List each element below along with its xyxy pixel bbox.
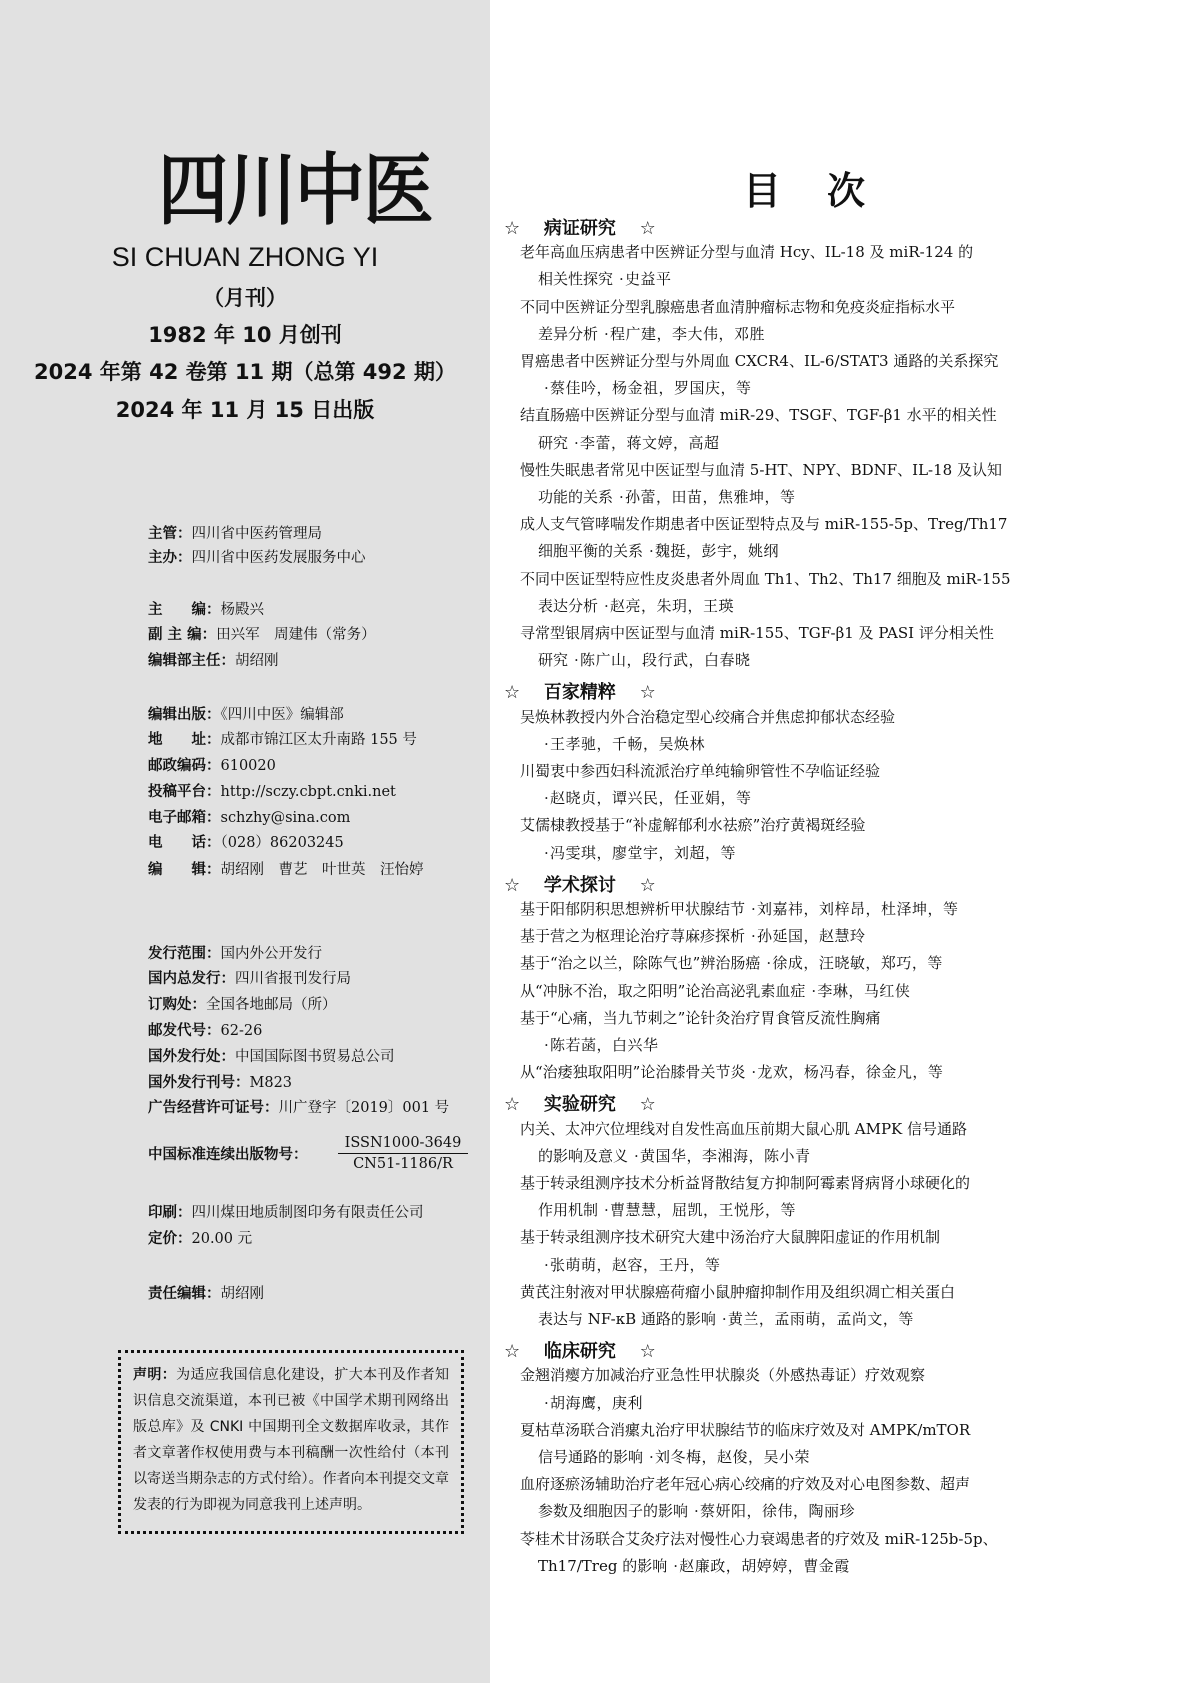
leader-dots [643, 1444, 655, 1470]
masthead-key: 电 话： [148, 835, 221, 851]
article-title: Th17/Treg 的影响 [538, 1556, 668, 1575]
leader-dots [538, 1390, 550, 1416]
article-authors: 陈广山，段行武，白春晓 [580, 651, 751, 670]
masthead-value: 国内外公开发行 [220, 946, 322, 962]
masthead-value: 四川省中医药管理局 [191, 526, 322, 542]
article-authors: 史益平 [625, 270, 672, 289]
issn-label: 中国标准连续出版物号： [148, 1147, 308, 1163]
star-icon: ☆ [633, 1094, 656, 1116]
leader-dots [805, 978, 817, 1004]
masthead-key: 邮发代号： [148, 1023, 221, 1039]
masthead-row [148, 625, 376, 645]
notice-text: 为适应我国信息化建设，扩大本刊及作者知识信息交流渠道，本刊已被《中国学术期刊网络出版总库》及 CNKI 中国期刊全文数据库收录，其作者文章著作权使用费与本刊稿酬一次性给付（本刊以寄送当期杂志的方式付给）。作者向本刊提交文章发表的行为即视为同意我刊上述声明。 [133, 1367, 450, 1513]
article-authors: 胡海鹰，庚利 [550, 1393, 644, 1412]
leader-dots [538, 1252, 550, 1278]
masthead-row [148, 1047, 395, 1067]
journal-volume: 2024 年第 42 卷第 11 期（总第 492 期） [34, 360, 456, 384]
article-title: 研究 [538, 651, 569, 670]
masthead-value: 全国各地邮局（所） [206, 997, 337, 1013]
masthead-value: 胡绍刚 曹艺 叶世英 汪怡婷 [220, 862, 424, 878]
article-authors: 刘嘉祎，刘梓昂，杜泽坤，等 [757, 900, 959, 918]
leader-dots [667, 1553, 679, 1579]
masthead-value: 川广登字〔2019〕001 号 [278, 1100, 450, 1116]
toc-section-heading [504, 1090, 656, 1116]
masthead-row [148, 1073, 292, 1093]
article-title: 吴焕林教授内外合治稳定型心绞痛合并焦虑抑郁状态经验 [520, 707, 896, 726]
masthead-row [148, 944, 322, 964]
masthead-row [148, 1098, 449, 1118]
article-authors: 蔡妍阳，徐伟，陶丽珍 [700, 1502, 856, 1521]
star-icon: ☆ [504, 218, 526, 239]
journal-founded: 1982 年 10 月创刊 [148, 323, 342, 347]
toc-section-heading [504, 1337, 656, 1363]
cn-number: CN51-1186/R [353, 1156, 453, 1172]
article-title: 相关性探究 [538, 270, 614, 289]
masthead-key: 主办： [148, 550, 192, 566]
article-title: 成人支气管哮喘发作期患者中医证型特点及与 miR-155-5p、Treg/Th17 [520, 515, 1008, 534]
article-title: 苓桂术甘汤联合艾灸疗法对慢性心力衰竭患者的疗效及 miR-125b-5p、 [520, 1529, 998, 1548]
article-authors: 黄国华，李湘海，陈小青 [640, 1146, 811, 1165]
masthead-row [148, 833, 344, 853]
leader-dots [760, 950, 772, 976]
star-icon: ☆ [504, 682, 526, 704]
article-authors: 赵晓贞，谭兴民，任亚娟，等 [550, 789, 752, 808]
article-authors: 冯雯琪，廖堂宇，刘超，等 [550, 843, 737, 862]
leader-dots [538, 375, 550, 401]
article-authors: 李琳，马红侠 [817, 981, 911, 1000]
article-authors: 张萌萌，赵容，王丹，等 [550, 1255, 721, 1274]
leader-dots [613, 484, 625, 510]
masthead-row [148, 705, 344, 725]
article-title: 基于转录组测序技术研究大建中汤治疗大鼠脾阳虚证的作用机制 [520, 1228, 941, 1247]
masthead-key: 编辑部主任： [148, 653, 235, 669]
journal-pinyin: SI CHUAN ZHONG YI [111, 242, 379, 272]
section-name: 百家精粹 [525, 682, 634, 704]
article-authors: 李蕾，蒋文婷，高超 [580, 433, 720, 452]
masthead-key: 电子邮箱： [148, 810, 221, 826]
article-title: 内关、太冲穴位埋线对自发性高血压前期大鼠心肌 AMPK 信号通路 [520, 1119, 968, 1138]
leader-dots [598, 321, 610, 347]
article-title: 艾儒棣教授基于“补虚解郁利水祛瘀”治疗黄褐斑经验 [520, 816, 866, 835]
article-title: 血府逐瘀汤辅助治疗老年冠心病心绞痛的疗效及对心电图参数、超声 [520, 1475, 971, 1494]
masthead-value: 胡绍刚 [220, 1286, 264, 1302]
masthead-value: 四川煤田地质制图印务有限责任公司 [191, 1205, 424, 1221]
masthead-row [148, 1021, 262, 1041]
article-authors: 曹慧慧，屈凯，王悦彤，等 [610, 1201, 797, 1220]
masthead-row [148, 524, 322, 544]
masthead-key: 印刷： [148, 1205, 192, 1221]
masthead-row [148, 548, 366, 568]
article-title: 信号通路的影响 [538, 1448, 644, 1466]
journal-pubdate: 2024 年 11 月 15 日出版 [115, 398, 375, 422]
star-icon: ☆ [633, 682, 656, 704]
article-title: 老年高血压病患者中医辨证分型与血清 Hcy、IL-18 及 miR-124 的 [520, 243, 974, 262]
star-icon: ☆ [633, 874, 656, 896]
article-authors: 王孝驰，千畅，吴焕林 [550, 734, 706, 753]
leader-dots [613, 266, 625, 292]
masthead-value: 胡绍刚 [235, 653, 279, 669]
masthead-value: 四川省中医药发展服务中心 [191, 550, 366, 566]
masthead-key: 投稿平台： [148, 784, 221, 800]
masthead-key: 副 主 编： [148, 627, 217, 643]
cover-info-panel [0, 0, 490, 1683]
masthead-row [148, 860, 424, 880]
toc-section-heading [504, 678, 656, 704]
article-title: 从“冲脉不治，取之阳明”论治高泌乳素血症 [520, 981, 806, 1000]
article-title: 慢性失眠患者常见中医证型与血清 5-HT、NPY、BDNF、IL-18 及认知 [520, 460, 1002, 479]
article-authors: 魏挺，彭宇，姚纲 [655, 542, 780, 561]
masthead-key: 责任编辑： [148, 1286, 221, 1302]
masthead-value: 20.00 元 [191, 1231, 253, 1247]
star-icon: ☆ [504, 1094, 526, 1116]
masthead-value: （028）86203245 [220, 835, 344, 851]
notice-label: 声明： [133, 1367, 177, 1383]
masthead-row [148, 1284, 264, 1304]
leader-dots [538, 1032, 550, 1058]
journal-frequency: （月刊） [203, 286, 287, 310]
article-title: 寻常型银屑病中医证型与血清 miR-155、TGF-β1 及 PASI 评分相关性 [520, 624, 994, 642]
masthead-key: 地 址： [148, 732, 221, 748]
leader-dots [538, 785, 550, 811]
article-authors: 陈若菡，白兴华 [550, 1036, 659, 1054]
copyright-notice [118, 1350, 464, 1534]
masthead-key: 广告经营许可证号： [148, 1100, 279, 1116]
article-title: 夏枯草汤联合消瘰丸治疗甲状腺结节的临床疗效及对 AMPK/mTOR [520, 1420, 971, 1439]
star-icon: ☆ [504, 1341, 526, 1363]
section-name: 实验研究 [525, 1094, 634, 1116]
article-authors: 刘冬梅，赵俊，吴小荣 [655, 1448, 811, 1466]
masthead-row [148, 995, 337, 1015]
masthead-row [148, 969, 351, 989]
masthead-value: http://sczy.cbpt.cnki.net [220, 784, 396, 800]
leader-dots [568, 647, 580, 673]
masthead-key: 发行范围： [148, 946, 221, 962]
masthead-row [148, 808, 350, 828]
article-title: 不同中医证型特应性皮炎患者外周血 Th1、Th2、Th17 细胞及 miR-155 [520, 569, 1011, 588]
masthead-value: 62-26 [220, 1023, 263, 1039]
masthead-value: 610020 [220, 758, 276, 774]
article-title: 表达分析 [538, 596, 599, 615]
article-title: 细胞平衡的关系 [538, 542, 644, 561]
masthead-value: 中国国际图书贸易总公司 [235, 1049, 395, 1065]
section-name: 学术探讨 [525, 874, 634, 896]
toc-section-heading [504, 871, 656, 897]
masthead-key: 编辑出版： [148, 707, 221, 723]
masthead-key: 订购处： [148, 997, 206, 1013]
article-title: 基于阳郁阴积思想辨析甲状腺结节 [520, 900, 746, 918]
masthead-key: 邮政编码： [148, 758, 221, 774]
masthead-row [148, 1229, 252, 1249]
masthead-key: 国外发行处： [148, 1049, 235, 1065]
article-authors: 黄兰，孟雨萌，孟尚文，等 [727, 1310, 914, 1328]
leader-dots [538, 840, 550, 866]
masthead-key: 编 辑： [148, 862, 221, 878]
masthead-row [148, 1203, 424, 1223]
article-title: 从“治痿独取阳明”论治膝骨关节炎 [520, 1063, 746, 1082]
masthead-row [148, 730, 417, 750]
leader-dots [643, 538, 655, 564]
masthead-value: 四川省报刊发行局 [235, 971, 351, 987]
article-title: 川蜀衷中参西妇科流派治疗单纯输卵管性不孕临证经验 [520, 762, 881, 780]
leader-dots [598, 593, 610, 619]
toc-section-heading [504, 214, 656, 240]
section-name: 临床研究 [525, 1341, 634, 1363]
masthead-key: 国外发行刊号： [148, 1075, 250, 1091]
leader-dots [688, 1498, 700, 1524]
masthead-value: 杨殿兴 [220, 602, 264, 618]
article-title: 黄芪注射液对甲状腺癌荷瘤小鼠肿瘤抑制作用及组织凋亡相关蛋白 [520, 1282, 956, 1301]
masthead-key: 主 编： [148, 602, 221, 618]
masthead-value: 成都市锦江区太升南路 155 号 [220, 732, 417, 748]
article-title: 参数及细胞因子的影响 [538, 1502, 689, 1521]
article-authors: 蔡佳吟，杨金祖，罗国庆，等 [550, 379, 752, 398]
leader-dots [716, 1306, 728, 1332]
masthead-value: 田兴军 周建伟（常务） [216, 627, 376, 643]
article-title: 基于“心痛，当九节刺之”论针灸治疗胃食管反流性胸痛 [520, 1008, 881, 1027]
article-authors: 孙蕾，田苗，焦雅坤，等 [625, 488, 796, 506]
article-title: 胃癌患者中医辨证分型与外周血 CXCR4、IL-6/STAT3 通路的关系探究 [520, 352, 999, 370]
masthead-row [148, 756, 276, 776]
masthead-row [148, 651, 279, 671]
masthead-row [148, 782, 396, 802]
article-title: 基于转录组测序技术分析益肾散结复方抑制阿霉素肾病肾小球硬化的 [520, 1174, 971, 1192]
issn-fraction [338, 1133, 468, 1174]
masthead-key: 国内总发行： [148, 971, 235, 987]
masthead-row [148, 600, 264, 620]
leader-dots [745, 1059, 757, 1085]
article-title: 研究 [538, 433, 569, 452]
journal-logo: 四川中医 [158, 145, 432, 236]
article-title: 的影响及意义 [538, 1146, 629, 1165]
leader-dots [745, 923, 757, 949]
star-icon: ☆ [633, 218, 656, 239]
article-title: 基于“治之以兰，除陈气也”辨治肠癌 [520, 954, 761, 973]
article-title: 金翘消瘿方加减治疗亚急性甲状腺炎（外感热毒证）疗效观察 [520, 1366, 926, 1385]
article-authors: 程广建，李大伟，邓胜 [610, 324, 766, 343]
article-authors: 孙延国，赵慧玲 [757, 927, 866, 946]
masthead-value: M823 [249, 1075, 293, 1091]
toc-heading: 目次 [743, 169, 912, 213]
article-title: 不同中医辨证分型乳腺癌患者血清肿瘤标志物和免疫炎症指标水平 [520, 297, 956, 316]
star-icon: ☆ [633, 1341, 656, 1363]
masthead-value: schzhy@sina.com [220, 810, 351, 826]
leader-dots [538, 731, 550, 757]
star-icon: ☆ [504, 874, 526, 896]
issn-number: ISSN1000-3649 [338, 1133, 468, 1154]
article-title: 作用机制 [538, 1201, 599, 1220]
masthead-key: 主管： [148, 526, 192, 542]
article-authors: 徐成，汪晓敏，郑巧，等 [772, 954, 943, 973]
article-authors: 赵廉政，胡婷婷，曹金霞 [679, 1556, 850, 1575]
article-title: 结直肠癌中医辨证分型与血清 miR-29、TSGF、TGF-β1 水平的相关性 [520, 406, 997, 425]
article-title: 基于营之为枢理论治疗荨麻疹探析 [520, 927, 746, 946]
leader-dots [745, 896, 757, 922]
article-authors: 龙欢，杨冯春，徐金凡，等 [757, 1063, 944, 1082]
leader-dots [598, 1197, 610, 1223]
leader-dots [568, 430, 580, 456]
section-name: 病证研究 [525, 218, 634, 239]
article-authors: 赵亮，朱玥，王瑛 [610, 596, 735, 615]
leader-dots [628, 1143, 640, 1169]
article-title: 表达与 NF-κB 通路的影响 [538, 1310, 716, 1328]
masthead-key: 定价： [148, 1231, 192, 1247]
article-title: 差异分析 [538, 324, 599, 343]
article-title: 功能的关系 [538, 488, 614, 506]
masthead-value: 《四川中医》编辑部 [220, 707, 344, 723]
